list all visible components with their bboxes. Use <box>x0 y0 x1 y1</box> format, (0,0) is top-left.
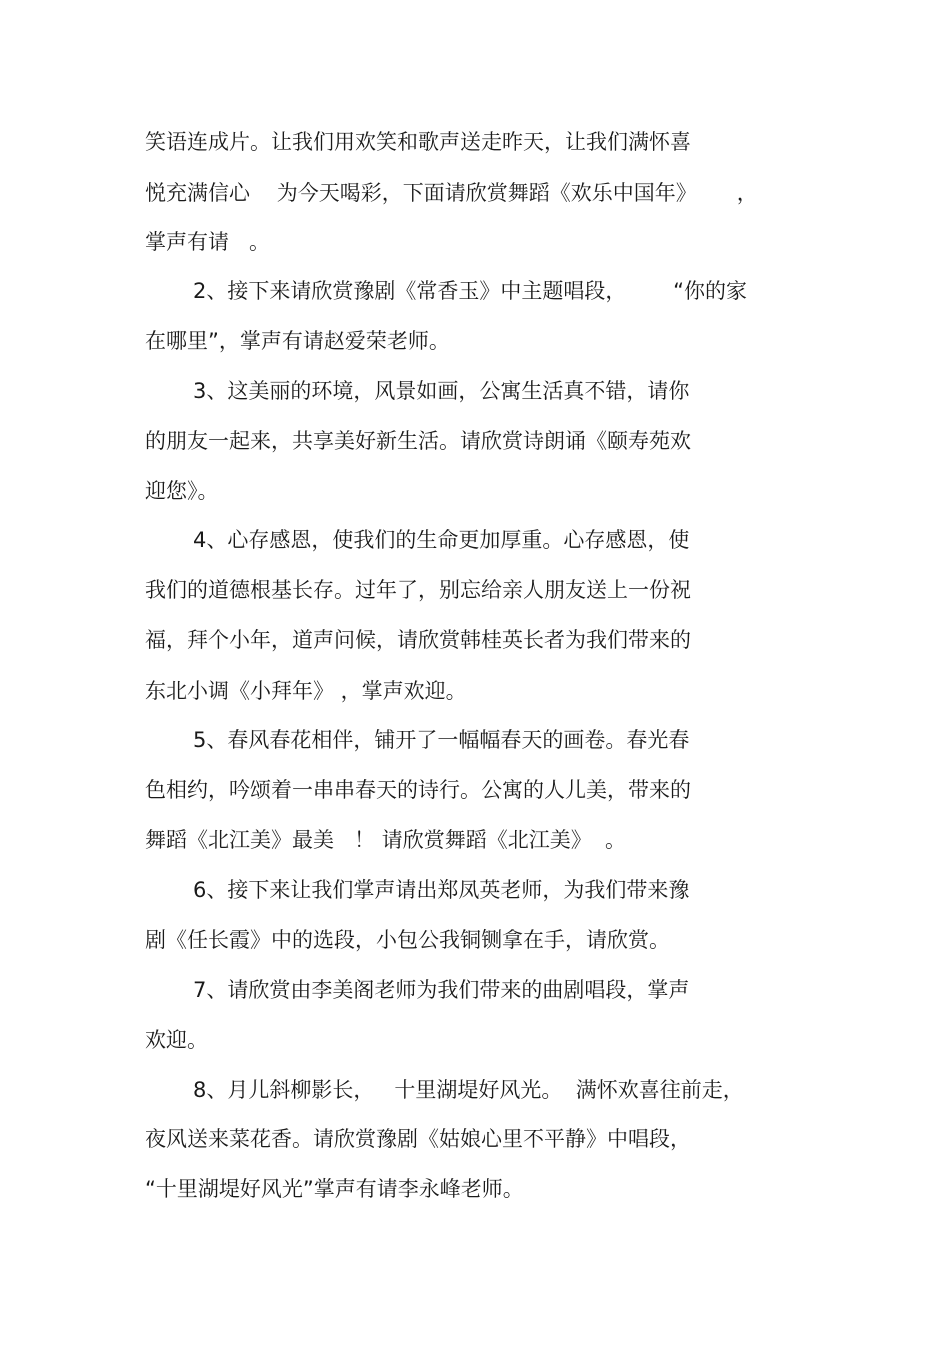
text-line: 在哪里”，掌声有请赵爱荣老师。 <box>145 329 450 353</box>
text-line: 迎您》。 <box>145 479 219 503</box>
text-line: 东北小调《小拜年》 ，掌声欢迎。 <box>145 679 467 703</box>
text-line: 悦充满信心 为今天喝彩，下面请欣赏舞蹈《欢乐中国年》 ， <box>145 181 758 205</box>
text-line: 欢迎。 <box>145 1028 208 1052</box>
text-line: 8、月儿斜柳影长， 十里湖堤好风光。 满怀欢喜往前走， <box>193 1078 744 1102</box>
text-line: 4、心存感恩，使我们的生命更加厚重。心存感恩，使 <box>193 528 690 552</box>
text-line: 的朋友一起来，共享美好新生活。请欣赏诗朗诵《颐寿苑欢 <box>145 429 691 453</box>
text-line: 5、春风春花相伴，铺开了一幅幅春天的画卷。春光春 <box>193 728 690 752</box>
text-line: 笑语连成片。让我们用欢笑和歌声送走昨天，让我们满怀喜 <box>145 130 691 154</box>
text-line: 色相约，吟颂着一串串春天的诗行。公寓的人儿美，带来的 <box>145 778 691 802</box>
text-line: 掌声有请 。 <box>145 230 271 254</box>
text-line: 6、接下来让我们掌声请出郑凤英老师，为我们带来豫 <box>193 878 690 902</box>
text-line: 剧《任长霞》中的选段，小包公我铜铡拿在手，请欣赏。 <box>145 928 670 952</box>
text-line: 7、请欣赏由李美阁老师为我们带来的曲剧唱段，掌声 <box>193 978 690 1002</box>
text-line: 舞蹈《北江美》最美 ！ 请欣赏舞蹈《北江美》 。 <box>145 828 627 852</box>
text-line: 我们的道德根基长存。过年了，别忘给亲人朋友送上一份祝 <box>145 578 691 602</box>
text-line: 2、接下来请欣赏豫剧《常香玉》中主题唱段， “你的家 <box>193 279 747 303</box>
text-line: “十里湖堤好风光”掌声有请李永峰老师。 <box>145 1177 524 1201</box>
text-line: 福，拜个小年，道声问候，请欣赏韩桂英长者为我们带来的 <box>145 628 691 652</box>
text-line: 3、这美丽的环境，风景如画，公寓生活真不错，请你 <box>193 379 690 403</box>
text-line: 夜风送来菜花香。请欣赏豫剧《姑娘心里不平静》中唱段， <box>145 1127 691 1151</box>
